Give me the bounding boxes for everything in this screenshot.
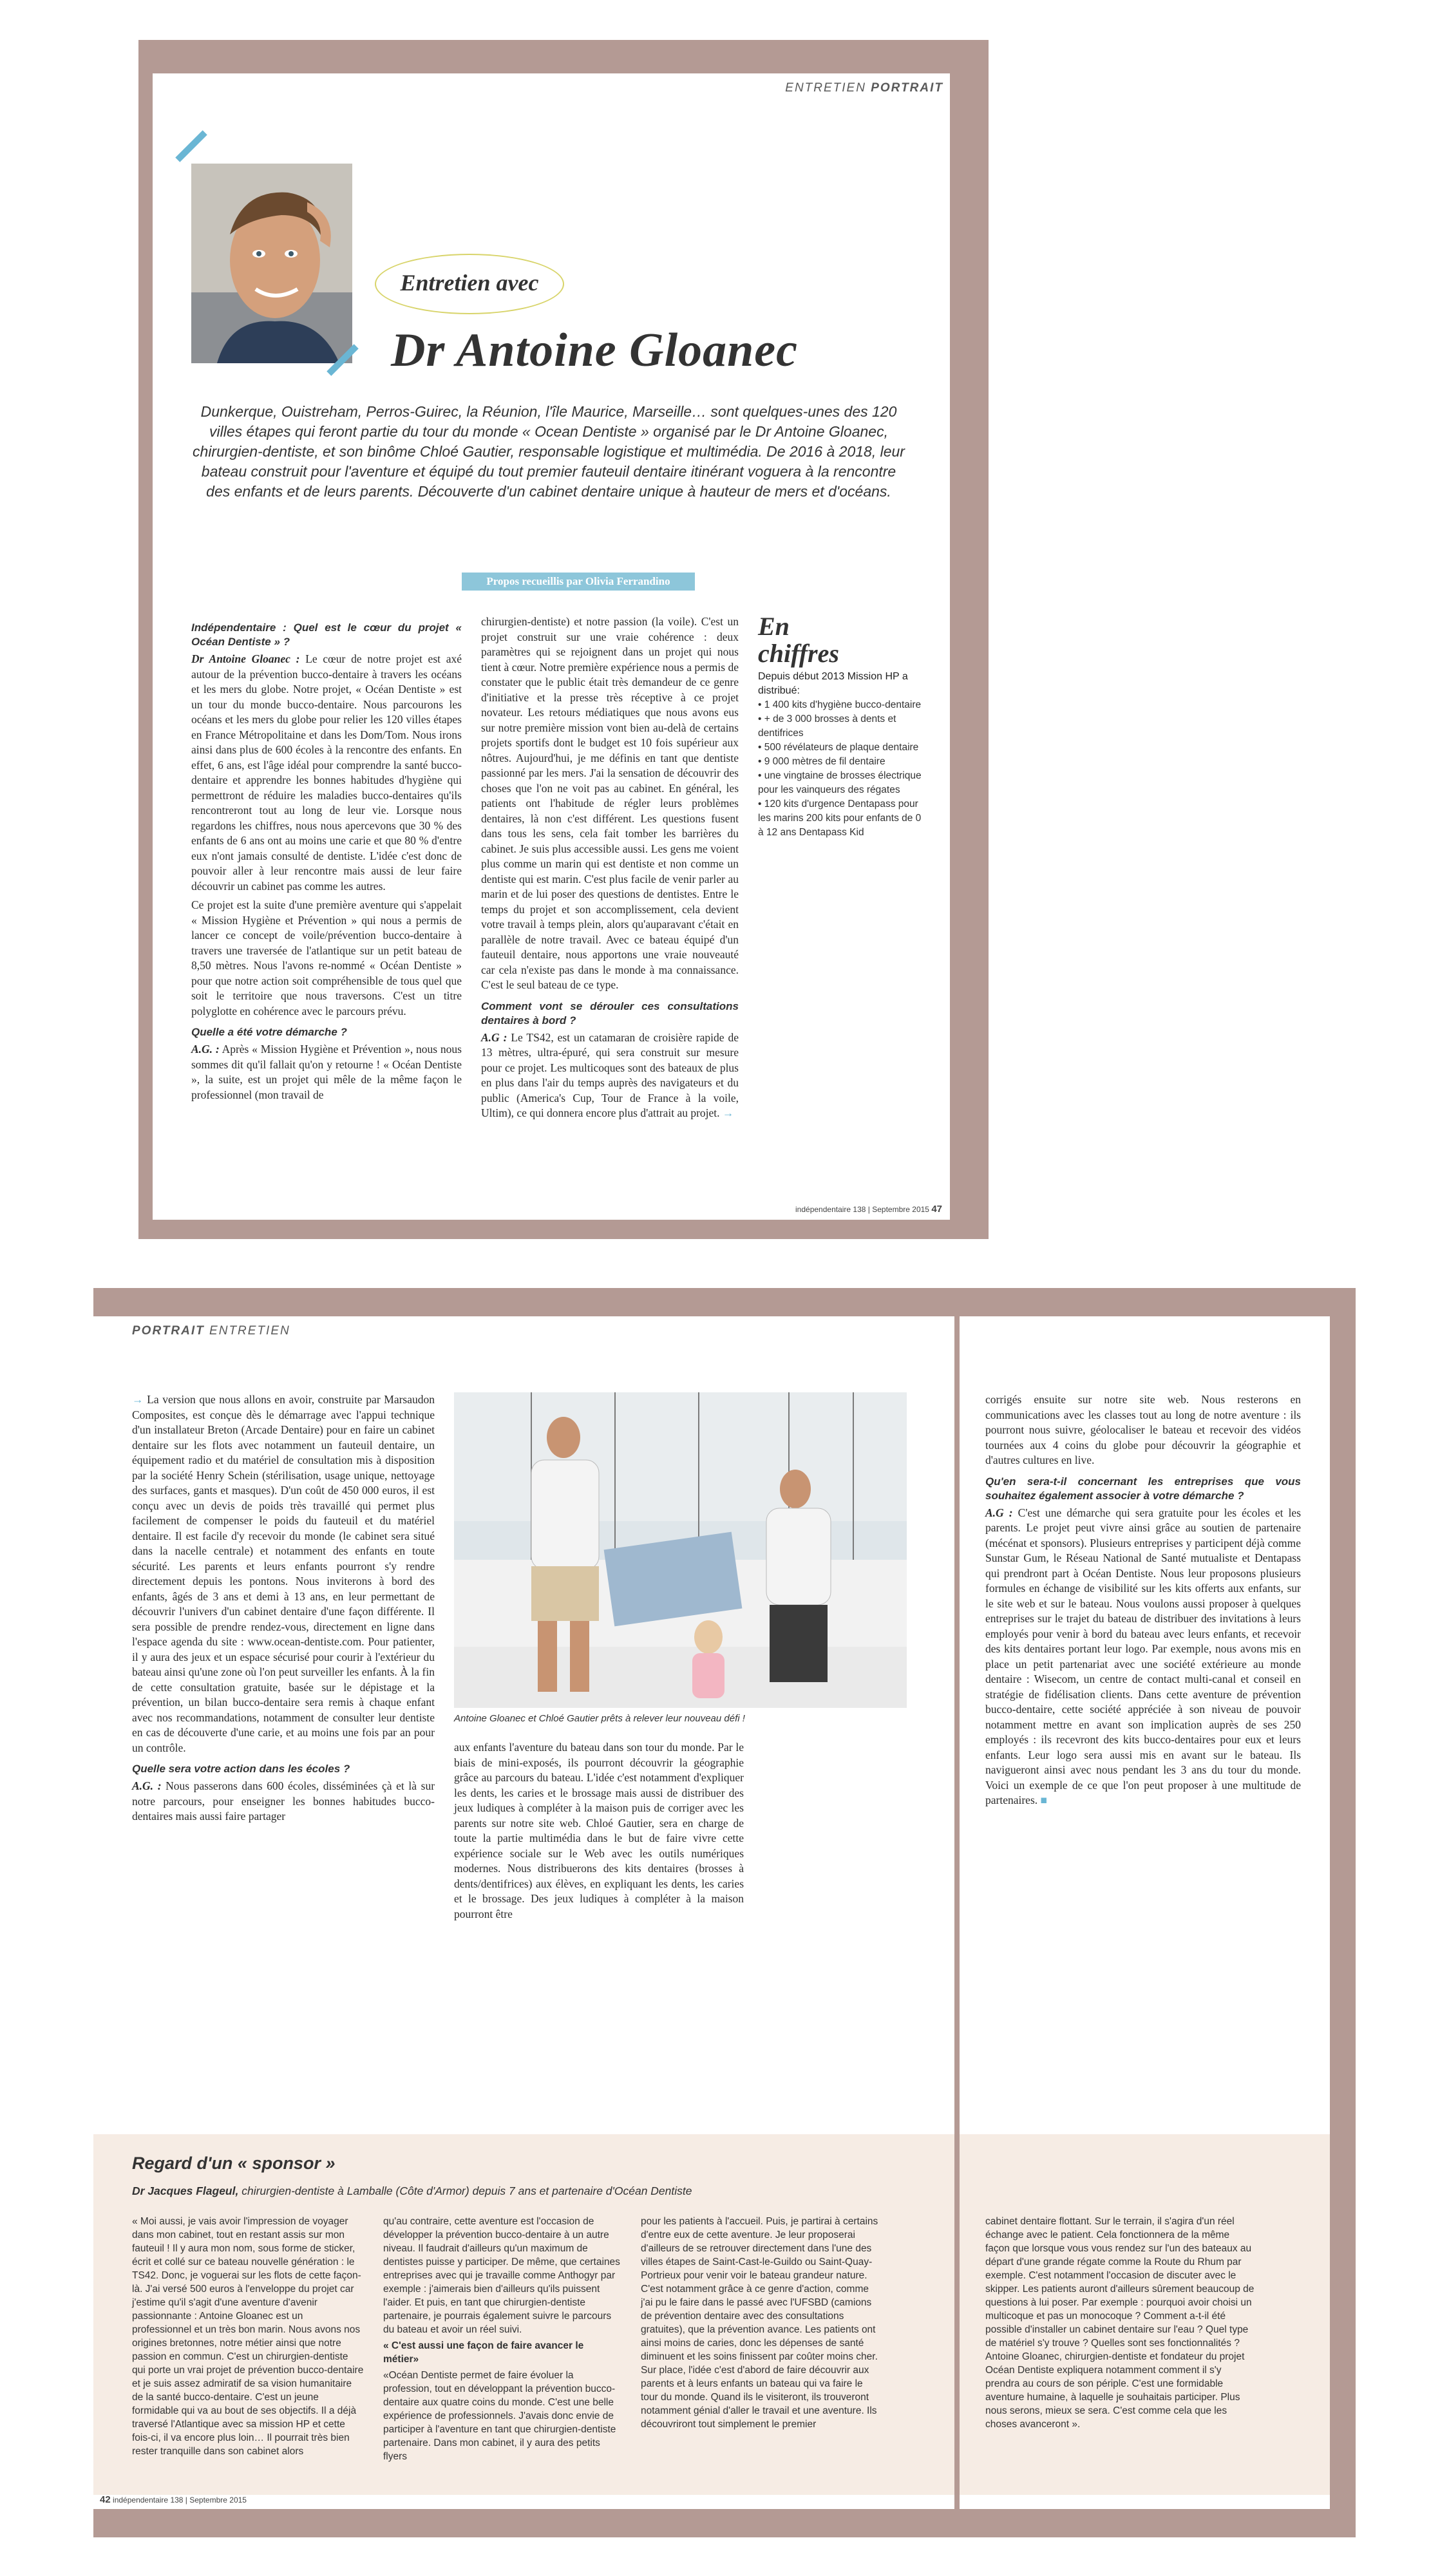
answer-paragraph bbox=[191, 1042, 462, 1103]
speaker-label: Dr Antoine Gloanec : bbox=[191, 652, 300, 665]
key-figures-title bbox=[758, 613, 929, 667]
list-item: • 1 400 kits d'hygiène bucco-dentaire bbox=[758, 698, 929, 712]
question-heading: Quelle sera votre action dans les écoles ? bbox=[132, 1763, 350, 1775]
sponsor-column-4 bbox=[985, 2215, 1256, 2434]
article-column-2 bbox=[481, 614, 739, 1125]
answer-paragraph: chirurgien-dentiste) et notre passion (la voile). C'est un projet construit sur une vraie cohérence : deux paramètres qui se rejoignent dans un projet qui nous tient à cœur. Notre première expérience nous a permis de constater que le public était très demandeur de ce genre d'initiative et la presse très réceptive à ce projet novateur. Les retours médiatiques que nous avons eus sur notre première mission vont bien au-delà de certains projets sportifs dont le budget est 10 fois supérieur aux nôtres. Aujourd'hui, je me définis en tant que dentiste passionné par les mers. J'ai la sensation de découvrir des choses que l'on ne voit pas au cabinet. En général, les patients ont l'habitude de régler leurs problèmes dentaires, là non c'est différent. Les questions fusent dans tous les sens, cela fait tomber les barrières du cabinet. Je suis plus accessible aussi. Les gens me voient plus comme un marin qui est dentiste et non comme un dentiste qui est marin. C'est plus facile de venir parler au marin et de lui poser des questions de dentistes. Entre le temps du projet et son accomplissement, cela devient votre travail à temps plein, alors qu'auparavant c'était en parallèle de notre travail. Avec ce bateau équipé d'un fauteuil dentaire, nous apportons une vraie nouveauté car cela n'existe pas dans le monde à ma connaissance. C'est le seul bateau de ce type. bbox=[481, 615, 739, 991]
page-title: Dr Antoine Gloanec bbox=[391, 324, 798, 377]
page-content bbox=[153, 73, 950, 1220]
section-tag-accent: PORTRAIT bbox=[871, 81, 943, 95]
sponsor-box-continued bbox=[960, 2134, 1330, 2495]
answer-text: Après « Mission Hygiène et Prévention », nous nous sommes dit qu'il fallait qu'on y retourne ! « Océan Dentiste », la suite, est un projet qui mêle de la même façon le professionnel (mon travail de bbox=[191, 1043, 462, 1101]
sponsor-column-3 bbox=[641, 2215, 879, 2434]
key-figures-title-b: chiffres bbox=[758, 639, 839, 668]
page-footer bbox=[795, 1204, 942, 1215]
answer-paragraph bbox=[132, 1392, 435, 1756]
question-heading: Comment vont se dérouler ces consultations dentaires à bord ? bbox=[481, 999, 739, 1027]
answer-paragraph: aux enfants l'aventure du bateau dans son tour du monde. Par le biais de mini-exposés, ils pourront découvrir la géographie grâce au parcours du bateau. L'idée c'est notamment d'expliquer les dents, les caries et le brossage mais aussi de distribuer des jeux ludiques à compléter à la maison puis de corriger avec les parents sur notre site web. Chloé Gautier, sera en charge de toute la partie multimédia dans le but de faire vivre cette expérience sociale sur le Web avec les outils numériques modernes. Nous distribuerons des kits dentaires (brosses à dents/dentifrices) aux élèves, en expliquant les dents, les caries et le brossage. Des jeux ludiques à compléter à la maison pourront être bbox=[454, 1741, 744, 1920]
answer-paragraph bbox=[132, 1779, 435, 1824]
answer-paragraph: Ce projet est la suite d'une première aventure qui s'appelait « Mission Hygiène et Prévention » qui nous a permis de lancer ce concept de voile/prévention bucco-dentaire à travers une traversée de l'atlantique sur un petit bateau de 8,50 mètres. Nous l'avons re-nommé « Océan Dentiste » pour que notre action soit compréhensible de tous quel que soit le territoire que nous traversons. C'est un titre polyglotte en cohérence avec le parcours prévu. bbox=[191, 898, 462, 1018]
end-mark-icon: ■ bbox=[1040, 1794, 1048, 1806]
answer-paragraph bbox=[985, 1506, 1301, 1808]
speaker-label: A.G. : bbox=[191, 1043, 220, 1056]
sponsor-subtitle bbox=[132, 2184, 692, 2198]
article-column-2 bbox=[454, 1740, 744, 1926]
article-column-1 bbox=[191, 614, 462, 1106]
answer-text: Nous passerons dans 600 écoles, disséminées çà et là sur notre parcours, pour enseigner les bonnes habitudes bucco-dentaires mais aussi faire partager bbox=[132, 1779, 435, 1823]
list-item: • une vingtaine de brosses électrique pour les vainqueurs des régates bbox=[758, 769, 929, 797]
continue-arrow-icon: → bbox=[722, 1106, 734, 1119]
list-item: • 9 000 mètres de fil dentaire bbox=[758, 755, 929, 769]
answer-paragraph bbox=[481, 1030, 739, 1121]
section-tag-main: PORTRAIT bbox=[132, 1324, 205, 1338]
sponsor-text: «Océan Dentiste permet de faire évoluer la profession, tout en développant la prévention bucco-dentaire aux quatre coins du monde. C'est une belle expérience de professionnels. J'avais donc envie de participer à l'aventure en tant que chirurgien-dentiste partenaire. Dans mon cabinet, il y aura des petits flyers bbox=[383, 2370, 616, 2462]
portrait-photo bbox=[191, 164, 352, 363]
key-figures-title-a: En bbox=[758, 612, 790, 641]
interview-bubble: Entretien avec bbox=[375, 254, 564, 314]
speaker-label: A.G : bbox=[481, 1030, 507, 1044]
boat-photo bbox=[454, 1392, 907, 1708]
sponsor-column-2 bbox=[383, 2215, 621, 2466]
sponsor-title: Regard d'un « sponsor » bbox=[132, 2154, 336, 2173]
magazine-page-47 bbox=[138, 40, 989, 1239]
continue-arrow-icon: → bbox=[132, 1393, 144, 1406]
key-figures-list bbox=[758, 698, 929, 840]
page-number: 47 bbox=[931, 1204, 942, 1215]
magazine-spread-page-42 bbox=[93, 1288, 1356, 2537]
question-heading: Quelle a été votre démarche ? bbox=[191, 1026, 347, 1038]
list-item: • 500 révélateurs de plaque dentaire bbox=[758, 741, 929, 755]
photo-caption: Antoine Gloanec et Chloé Gautier prêts à relever leur nouveau défi ! bbox=[454, 1713, 745, 1724]
key-figures-intro: Depuis début 2013 Mission HP a distribué: bbox=[758, 671, 908, 696]
question-heading: Qu'en sera-t-il concernant les entreprises que vous souhaitez également associer à votre démarche ? bbox=[985, 1475, 1301, 1502]
answer-paragraph bbox=[191, 652, 462, 894]
sponsor-text: pour les patients à l'accueil. Puis, je partirai à certains d'entre eux de cette aventure. Je leur proposerai d'ailleurs de se retrouver directement dans l'une des villes étapes de Saint-Cast-le-Guildo ou Saint-Quay-Portrieux pour venir voir le bateau grandeur nature. C'est notamment grâce à ce genre d'action, comme j'ai pu le faire dans le passé avec l'UFSBD (camions de prévention dentaire avec des consultations gratuites), que la prévention avance. Les patients ont ainsi moins de caries, donc les dépenses de santé diminuent et les soins finissent par coûter moins cher. Sur place, l'idée c'est d'abord de faire découvrir aux parents et à leurs enfants un bateau qui va faire le tour du monde. Quand ils le visiteront, ils trouveront notamment génial d'aller le travail et une aventure. Ils découvriront tout simplement le premier bbox=[641, 2216, 878, 2430]
list-item: • 120 kits d'urgence Dentapass pour les marins 200 kits pour enfants de 0 à 12 ans Dentapass Kid bbox=[758, 797, 929, 840]
answer-text: La version que nous allons en avoir, construite par Marsaudon Composites, est conçue dès le démarrage avec l'appui technique d'un installateur Breton (Arcade Dentaire) pour en faire un cabinet dentaire sur les flots avec notamment un fauteuil dentaire, un équipement radio et du matériel de consultation mis à disposition par la société Henry Schein (stérilisation, usage unique, nettoyage des surfaces, gants et masques). D'un coût de 450 000 euros, il est conçu avec un devis de poids très travaillé qui permet plus facilement de compenser le poids du fauteuil et du matériel dentaire. Il est facile d'y recevoir du monde (le cabinet sera situé dans la nacelle centrale) et notamment des enfants en toute sécurité. Les parents et leurs enfants pourront s'y rendre directement depuis les pontons. Nous inviterons à bord des enfants, âgés de 3 ans et demi à 13 ans, en leur permettant de découvrir l'univers d'un cabinet dentaire d'une façon différente. Il sera possible de prendre rendez-vous, directement en ligne dans l'espace agenda du site : www.ocean-dentiste.com. Pour patienter, il y aura des jeux et un espace sécurisé pour courir à l'extérieur du bateau ainsi qu'une zone où l'on peut surveiller les enfants. À la fin de cette consultation gratuite, basée sur le dépistage et la prévention, un bilan bucco-dentaire sera remis à chaque enfant avec nos recommandations, notamment de consulter leur dentiste en cas de découverte d'une carie, et au moins une fois par an pour un contrôle. bbox=[132, 1393, 435, 1754]
sponsor-name: Dr Jacques Flageul, bbox=[132, 2184, 239, 2197]
article-column-1 bbox=[132, 1392, 435, 1828]
section-tag bbox=[132, 1324, 290, 1338]
section-tag bbox=[785, 81, 943, 95]
answer-paragraph: corrigés ensuite sur notre site web. Nous resterons en communications avec les classes tout au long de notre aventure : ils pourront nous suivre, géolocaliser le bateau et recevoir des vidéos tournées aux 4 coins du globe pour découvrir la géographie et d'autres cultures en live. bbox=[985, 1393, 1301, 1466]
section-tag-main: ENTRETIEN bbox=[785, 81, 866, 95]
speaker-label: A.G : bbox=[985, 1506, 1013, 1519]
footer-text: indépendentaire 138 | Septembre 2015 bbox=[113, 2496, 247, 2505]
section-tag-accent: ENTRETIEN bbox=[209, 1324, 290, 1338]
answer-text: Le TS42, est un catamaran de croisière rapide de 13 mètres, ultra-épuré, qui sera construit sur mesure pour ce projet. Les multicoques sont des bateaux de plus en plus dans l'air du temps auprès des navigateurs et du public (America's Cup, Tour de France à la voile, Ultim), ce qui donnera encore plus d'attrait au projet. bbox=[481, 1030, 739, 1119]
sponsor-text: qu'au contraire, cette aventure est l'occasion de développer la prévention bucco-dentaire à un autre niveau. Il faudrait d'ailleurs qu'un maximum de dentistes puisse y participer. De même, que certaines entreprises avec qui je travaille comme Anthogyr par exemple : j'aimerais bien d'ailleurs qu'ils puissent l'aider. Et puis, en tant que chirurgien-dentiste partenaire, je pourrais également suivre le parcours du bateau et avoir un réel suivi. bbox=[383, 2216, 620, 2335]
sponsor-text: cabinet dentaire flottant. Sur le terrain, il s'agira d'un réel échange avec le patient. Cela fonctionnera de la même façon que lorsque vous vous rendez sur l'un des bateaux au départ d'une grande régate comme la Route du Rhum par exemple. C'est notamment l'occasion de discuter avec le skipper. Les patients auront d'ailleurs sûrement beaucoup de questions à lui poser. Par exemple : pourquoi avoir choisi un multicoque et pas un monocoque ? Comment a-t-il été possible d'installer un cabinet dentaire sur l'eau ? Quel type de matériel s'y trouve ? Quelles sont ses fonctionnalités ? Antoine Gloanec, chirurgien-dentiste et fondateur du projet Océan Dentiste expliquera notamment comment il s'y prendra au cours de son périple. C'est une formidable aventure humaine, à laquelle je souhaitais participer. Plus nous serons, mieux se sera. C'est comme cela que les choses avanceront ». bbox=[985, 2216, 1255, 2430]
answer-text: C'est une démarche qui sera gratuite pour les écoles et les parents. Le projet peut vivre ainsi grâce au soutien de partenaire (mécénat et sponsors). Plusieurs entreprises y participent déjà comme Sunstar Gum, le Réseau National de Santé mutualiste et Dentapass qui prendront part à Océan Dentiste. Nous leur proposons plusieurs formules en échange de visibilité sur les kits offerts aux enfants, sur le site web et sur le bateau. Nous voulons aussi proposer à quelques entreprises sur le trajet du bateau de distribuer des invitations à leurs employés pour venir à bord du bateau avec leurs enfants, et recevoir des kits dentaires portant leur logo. Par exemple, nous avons mis en place un petit partenariat avec une société extérieure au monde dentaire : Wisecom, un centre de contact multi-canal et conseil en stratégie de fidélisation clients. Dans cette aventure de prévention bucco-dentaire, cette société appréciée à son niveau de pouvoir notamment mettre en avant son implication auprès de ses 250 employés : ils recevront des kits bucco-dentaires pour eux et leurs enfants. Leur logo sera aussi mis en avant sur le bateau. Ils navigueront ainsi avec nous pendant les 3 ans du tour du monde. Voici un exemple de ce que l'on peut proposer à une multitude de partenaires. bbox=[985, 1506, 1302, 1806]
spread-right bbox=[960, 1316, 1330, 2509]
author-credit: Propos recueillis par Olivia Ferrandino bbox=[462, 573, 695, 591]
sponsor-subheading: « C'est aussi une façon de faire avancer le métier» bbox=[383, 2340, 584, 2365]
spread-left bbox=[93, 1316, 954, 2509]
decorative-slash bbox=[175, 130, 207, 162]
sponsor-column-1 bbox=[132, 2215, 364, 2461]
page-footer bbox=[100, 2494, 247, 2505]
article-column-3 bbox=[985, 1392, 1301, 1812]
sponsor-box bbox=[93, 2134, 954, 2495]
key-figures-box bbox=[758, 613, 929, 840]
footer-text: indépendentaire 138 | Septembre 2015 bbox=[795, 1205, 929, 1214]
speaker-label: A.G. : bbox=[132, 1779, 162, 1792]
page-number: 42 bbox=[100, 2494, 111, 2505]
intro-paragraph: Dunkerque, Ouistreham, Perros-Guirec, la Réunion, l'île Maurice, Marseille… sont quelques-unes des 120 villes étapes qui feront partie du tour du monde « Ocean Dentiste » organisé par le Dr Antoine Gloanec, chirurgien-dentiste, et son binôme Chloé Gautier, responsable logistique et multimédia. De 2016 à 2018, leur bateau construit pour l'aventure et équipé du tout premier fauteuil dentaire itinérant voguera à la rencontre des enfants et de leurs parents. Découverte d'un cabinet dentaire unique à hauteur de mers et d'océans. bbox=[193, 403, 905, 500]
question-heading: Indépendentaire : Quel est le cœur du projet « Océan Dentiste » ? bbox=[191, 621, 462, 648]
sponsor-text: « Moi aussi, je vais avoir l'impression de voyager dans mon cabinet, tout en restant assis sur mon fauteuil ! Il y aura mon nom, sous forme de sticker, écrit et collé sur ce bateau nouvelle génération : le TS42. Donc, je voguerai sur les flots de cette façon-là. J'ai versé 500 euros à l'enveloppe du projet car j'estime qu'il s'agit d'une aventure d'avenir passionnante : Antoine Gloanec est un professionnel et un très bon marin. Nous avons nos origines bretonnes, notre métier ainsi que notre passion en commun. C'est un chirurgien-dentiste qui porte un vrai projet de prévention bucco-dentaire et je suis assez admiratif de sa vision humanitaire de la santé bucco-dentaire. C'est un jeune formidable qui va au bout de ses objectifs. Il a déjà traversé l'Atlantique avec sa mission HP et cette fois-ci, il va encore plus loin… Il pourrait très bien rester tranquille dans son cabinet alors bbox=[132, 2216, 364, 2457]
sponsor-role: chirurgien-dentiste à Lamballe (Côte d'Armor) depuis 7 ans et partenaire d'Océan Dentiste bbox=[242, 2184, 692, 2197]
list-item: • + de 3 000 brosses à dents et dentifrices bbox=[758, 712, 929, 741]
answer-text: Le cœur de notre projet est axé autour de la prévention bucco-dentaire à travers les océans et les mers du globe. Notre projet, « Océan Dentiste » est un tour du monde bucco-dentaire. Nous parcourons les océans et les mers du globe pour relier les 120 villes étapes en France Métropolitaine et dans les Dom/Tom. Nous irons ainsi dans plus de 600 écoles à la rencontre des enfants. En effet, 6 ans, est l'âge idéal pour comprendre la santé bucco-dentaire et apprendre les bonnes habitudes d'hygiène qui permettront de réduire les maladies bucco-dentaires qu'ils rencontreront tout au long de leur vie. Lorsque nous regardons les chiffres, nous nous apercevons que 30 % des enfants de 6 ans ont au moins une carie et que 80 % d'entre eux n'ont jamais consulté de dentiste. L'idée c'est donc de pouvoir aller à leur rencontre mais aussi de leur faire découvrir un cabinet pas comme les autres. bbox=[191, 652, 462, 893]
